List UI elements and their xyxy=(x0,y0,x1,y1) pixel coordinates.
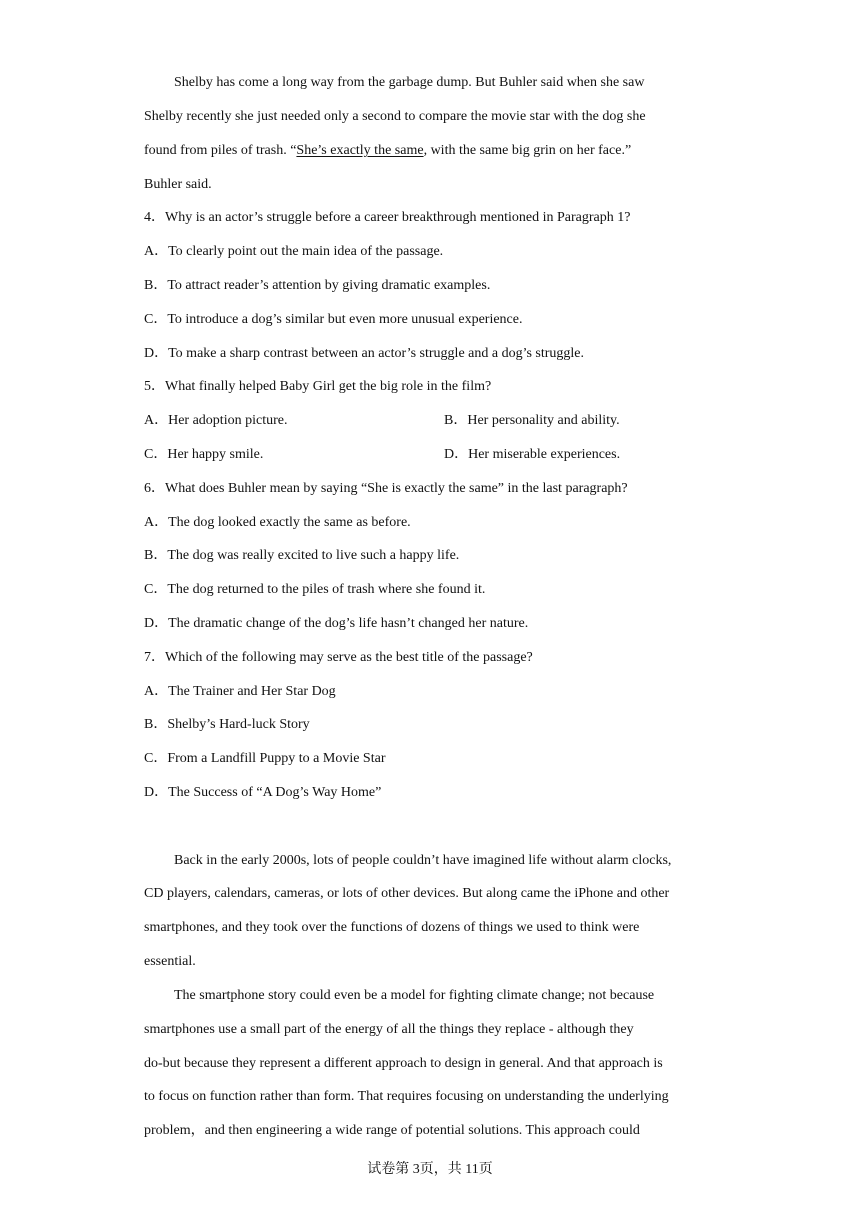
option-a: A．The dog looked exactly the same as before. xyxy=(144,515,411,530)
option-a: A．Her adoption picture. xyxy=(144,413,288,428)
option-c: C．From a Landfill Puppy to a Movie Star xyxy=(144,751,386,766)
option-d: D．Her miserable experiences. xyxy=(444,447,621,462)
passage-line: do-but because they represent a different approach to design in general. And that approach is xyxy=(144,1056,663,1071)
passage-line: smartphones use a small part of the energy of all the things they replace - although they xyxy=(144,1022,634,1037)
passage-line: CD players, calendars, cameras, or lots of other devices. But along came the iPhone and other xyxy=(144,886,670,901)
option-c: C．To introduce a dog’s similar but even more unusual experience. xyxy=(144,312,523,327)
option-b: B．Her personality and ability. xyxy=(444,413,620,428)
option-c: C．The dog returned to the piles of trash where she found it. xyxy=(144,582,486,597)
question-stem: 6．What does Buhler mean by saying “She is exactly the same” in the last paragraph? xyxy=(144,481,628,496)
option-a: A．The Trainer and Her Star Dog xyxy=(144,684,336,699)
page-footer: 试卷第 3页，共 11页 xyxy=(367,1162,493,1177)
question-stem: 5．What finally helped Baby Girl get the big role in the film? xyxy=(144,379,492,394)
question-stem: 4．Why is an actor’s struggle before a career breakthrough mentioned in Paragraph 1? xyxy=(144,210,631,225)
option-b: B．Shelby’s Hard-luck Story xyxy=(144,717,310,732)
underlined-quote: She’s exactly the same xyxy=(296,143,424,158)
passage-line: Shelby recently she just needed only a second to compare the movie star with the dog she xyxy=(144,109,646,124)
passage-line: essential. xyxy=(144,954,196,969)
option-d: D．The dramatic change of the dog’s life hasn’t changed her nature. xyxy=(144,616,529,631)
option-c: C．Her happy smile. xyxy=(144,447,264,462)
passage-line: Shelby has come a long way from the garbage dump. But Buhler said when she saw xyxy=(174,75,645,90)
text-run: , with the same big grin on her face.” xyxy=(423,143,632,158)
passage-line: Back in the early 2000s, lots of people couldn’t have imagined life without alarm clocks, xyxy=(174,853,672,868)
option-d: D．The Success of “A Dog’s Way Home” xyxy=(144,785,382,800)
text-run: found from piles of trash. “ xyxy=(144,143,297,158)
question-stem: 7．Which of the following may serve as the best title of the passage? xyxy=(144,650,533,665)
option-b: B．The dog was really excited to live such a happy life. xyxy=(144,548,460,563)
passage-line xyxy=(144,141,631,161)
passage-line: problem，and then engineering a wide range of potential solutions. This approach could xyxy=(144,1123,640,1138)
passage-line: Buhler said. xyxy=(144,177,212,192)
passage-line: smartphones, and they took over the functions of dozens of things we used to think were xyxy=(144,920,640,935)
option-b: B．To attract reader’s attention by giving dramatic examples. xyxy=(144,278,491,293)
option-a: A．To clearly point out the main idea of the passage. xyxy=(144,244,444,259)
passage-line: to focus on function rather than form. That requires focusing on understanding the underlying xyxy=(144,1089,669,1104)
option-d: D．To make a sharp contrast between an actor’s struggle and a dog’s struggle. xyxy=(144,346,585,361)
passage-line: The smartphone story could even be a model for fighting climate change; not because xyxy=(174,988,655,1003)
